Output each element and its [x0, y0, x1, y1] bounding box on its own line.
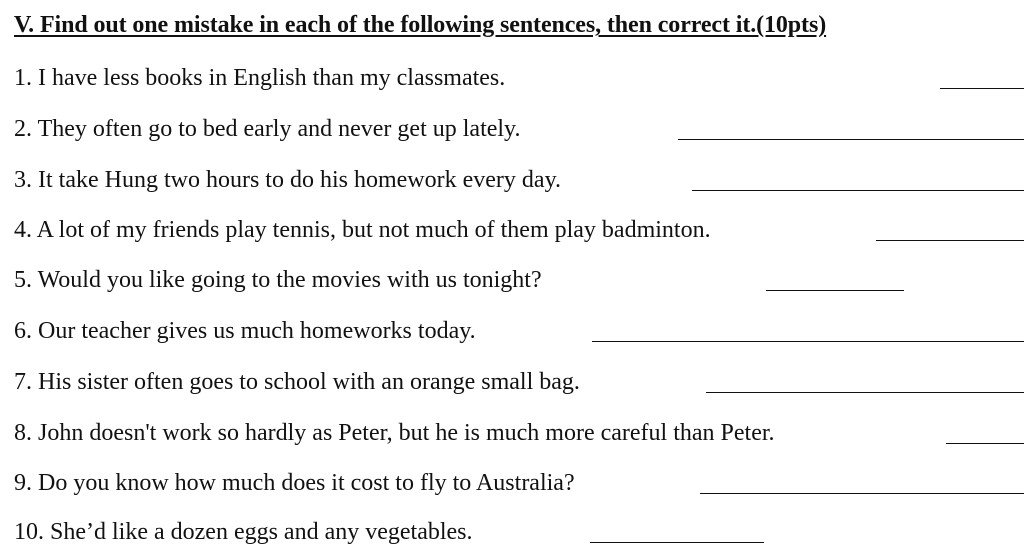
answer-blank[interactable] [700, 493, 1024, 494]
sentence-text: 7. His sister often goes to school with an orange small bag. [14, 369, 580, 395]
section-heading: V. Find out one mistake in each of the following sentences, then correct it.(10pts) [14, 12, 827, 38]
answer-blank[interactable] [946, 443, 1024, 444]
sentence-item-7 [14, 366, 1024, 406]
answer-blank[interactable] [766, 290, 904, 291]
answer-blank[interactable] [590, 542, 764, 543]
answer-blank[interactable] [706, 392, 1024, 393]
answer-blank[interactable] [876, 240, 1024, 241]
sentence-text: 2. They often go to bed early and never get up lately. [14, 116, 521, 142]
sentence-text: 9. Do you know how much does it cost to fly to Australia? [14, 470, 575, 496]
sentence-text: 10. She’d like a dozen eggs and any vegetables. [14, 519, 473, 545]
sentence-text: 8. John doesn't work so hardly as Peter, but he is much more careful than Peter. [14, 420, 775, 446]
sentence-item-4 [14, 214, 1024, 254]
sentence-text: 6. Our teacher gives us much homeworks today. [14, 318, 476, 344]
sentence-item-8 [14, 417, 1024, 457]
sentence-item-6 [14, 315, 1024, 355]
answer-blank[interactable] [940, 88, 1024, 89]
answer-blank[interactable] [592, 341, 1024, 342]
sentence-item-9 [14, 467, 1024, 507]
answer-blank[interactable] [692, 190, 1024, 191]
answer-blank[interactable] [678, 139, 1024, 140]
sentence-text: 1. I have less books in English than my classmates. [14, 65, 506, 91]
sentence-item-10 [14, 516, 1024, 556]
sentence-item-2 [14, 113, 1024, 153]
sentence-text: 5. Would you like going to the movies with us tonight? [14, 267, 542, 293]
sentence-text: 3. It take Hung two hours to do his homework every day. [14, 167, 562, 193]
sentence-item-3 [14, 164, 1024, 204]
sentence-item-5 [14, 264, 1024, 304]
sentence-text: 4. A lot of my friends play tennis, but not much of them play badminton. [14, 217, 711, 243]
sentence-item-1 [14, 62, 1024, 102]
